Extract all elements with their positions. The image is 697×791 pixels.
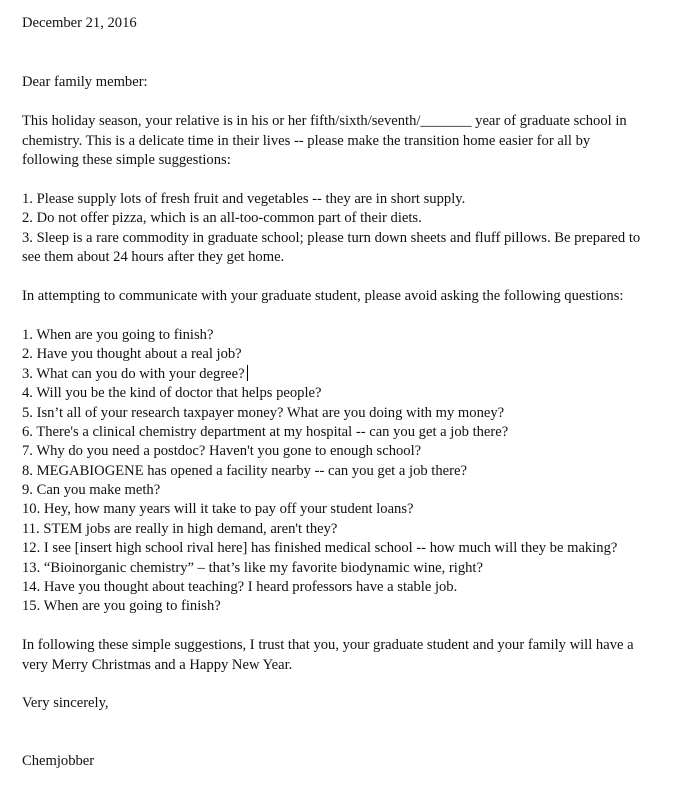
- question-item: 10. Hey, how many years will it take to pay off your student loans?: [22, 501, 414, 517]
- question-item: 1. When are you going to finish?: [22, 327, 214, 343]
- intro-line: following these simple suggestions:: [22, 152, 231, 168]
- closing-line: In following these simple suggestions, I trust that you, your graduate student and your family will have a: [22, 637, 634, 653]
- intro-line: chemistry. This is a delicate time in their lives -- please make the transition home easier for all by: [22, 133, 591, 149]
- salutation: Dear family member:: [22, 74, 148, 90]
- question-item: 9. Can you make meth?: [22, 482, 161, 498]
- question-item: 4. Will you be the kind of doctor that helps people?: [22, 385, 322, 401]
- question-item: 6. There's a clinical chemistry department at my hospital -- can you get a job there?: [22, 424, 509, 440]
- question-item-text: 3. What can you do with your degree?: [22, 366, 245, 382]
- question-item-with-caret: [22, 365, 248, 385]
- signoff: Very sincerely,: [22, 695, 109, 711]
- question-item: 15. When are you going to finish?: [22, 598, 221, 614]
- intro-line: This holiday season, your relative is in his or her fifth/sixth/seventh/_______ year of graduate school in: [22, 113, 627, 129]
- question-item: 14. Have you thought about teaching? I heard professors have a stable job.: [22, 579, 458, 595]
- question-item: 5. Isn’t all of your research taxpayer money? What are you doing with my money?: [22, 405, 505, 421]
- questions-intro: In attempting to communicate with your graduate student, please avoid asking the following questions:: [22, 288, 624, 304]
- suggestion-item: 3. Sleep is a rare commodity in graduate school; please turn down sheets and fluff pillows. Be prepared to: [22, 230, 641, 246]
- suggestion-item: 2. Do not offer pizza, which is an all-too-common part of their diets.: [22, 210, 422, 226]
- closing-line: very Merry Christmas and a Happy New Year.: [22, 657, 293, 673]
- text-cursor: [247, 365, 248, 381]
- question-item: 13. “Bioinorganic chemistry” – that’s like my favorite biodynamic wine, right?: [22, 560, 483, 576]
- question-item: 2. Have you thought about a real job?: [22, 346, 242, 362]
- question-item: 11. STEM jobs are really in high demand, aren't they?: [22, 521, 338, 537]
- question-item: 12. I see [insert high school rival here] has finished medical school -- how much will they be making?: [22, 540, 618, 556]
- question-item: 7. Why do you need a postdoc? Haven't you gone to enough school?: [22, 443, 422, 459]
- suggestion-item: 1. Please supply lots of fresh fruit and vegetables -- they are in short supply.: [22, 191, 466, 207]
- letter-date: December 21, 2016: [22, 15, 137, 31]
- question-item: 8. MEGABIOGENE has opened a facility nearby -- can you get a job there?: [22, 463, 467, 479]
- suggestion-item-continued: see them about 24 hours after they get home.: [22, 249, 285, 265]
- signature: Chemjobber: [22, 753, 95, 769]
